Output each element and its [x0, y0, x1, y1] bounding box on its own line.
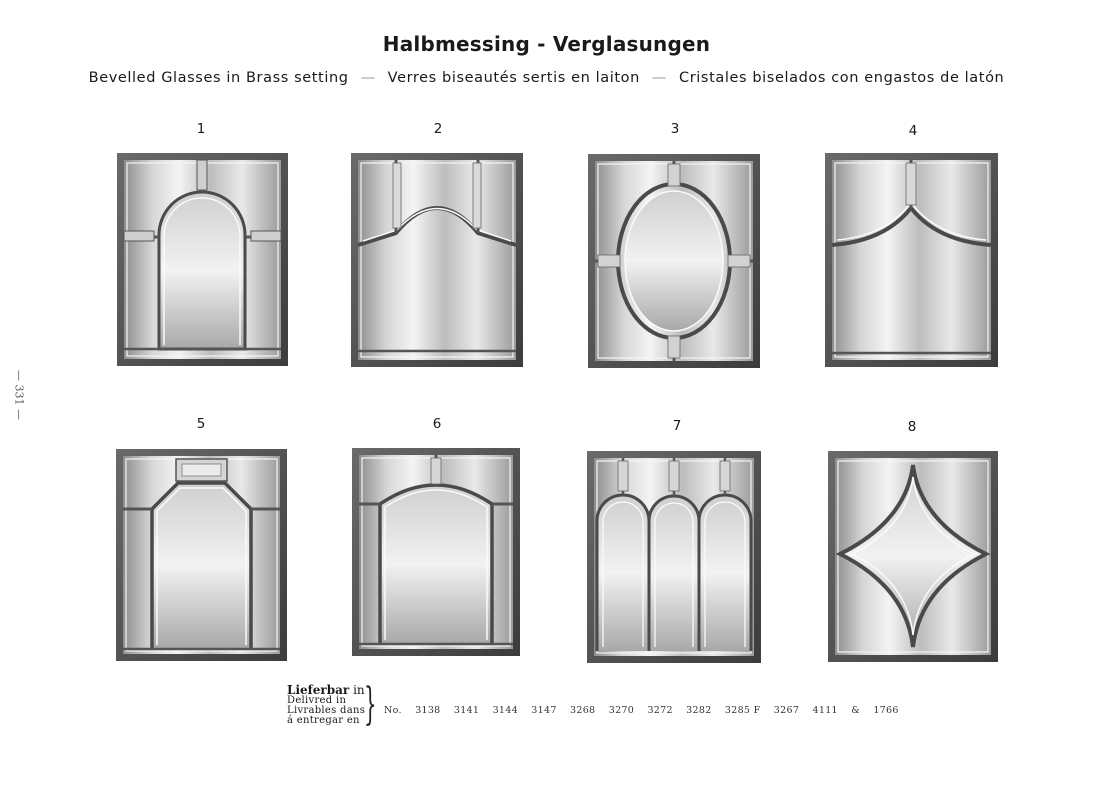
catalog-number: 3272: [647, 705, 673, 716]
glass-panel-7: [587, 451, 761, 663]
catalog-number: 3285 F: [724, 705, 761, 716]
glass-panel-1: [117, 153, 288, 366]
brace-icon: }: [364, 679, 377, 730]
panel-number-8: 8: [907, 419, 917, 435]
subtitle-separator: —: [651, 70, 668, 86]
entregar-label: á entregar en: [287, 715, 360, 726]
catalog-number: 3147: [531, 705, 557, 716]
panel-number-6: 6: [432, 416, 442, 432]
panel-number-1: 1: [196, 121, 206, 137]
subtitle-french: Verres biseautés sertis en laiton: [387, 70, 640, 86]
subtitle-spanish: Cristales biselados con engastos de latón: [679, 70, 1005, 86]
catalog-number: 3268: [570, 705, 596, 716]
glass-panel-5: [116, 449, 287, 661]
glass-panel-3: [588, 154, 760, 368]
subtitle-separator: —: [360, 70, 376, 86]
page-number: — 331 —: [12, 370, 26, 420]
no-label: No.: [384, 705, 402, 716]
catalog-numbers: [384, 705, 909, 716]
catalog-number: 3267: [773, 705, 800, 716]
page-subtitle: [0, 70, 1093, 86]
catalog-number: &: [851, 705, 860, 716]
catalog-number: 3282: [686, 705, 712, 716]
lieferbar-label: Lieferbar: [287, 683, 350, 697]
subtitle-english: Bevelled Glasses in Brass setting: [88, 70, 349, 86]
page-title: Halbmessing - Verglasungen: [382, 32, 711, 56]
panel-number-7: 7: [672, 418, 682, 434]
panel-number-4: 4: [908, 123, 918, 139]
in-label: in: [353, 683, 365, 697]
catalog-number: 4111: [812, 705, 838, 716]
glass-panel-2: [351, 153, 523, 367]
panel-number-3: 3: [670, 121, 680, 137]
glass-panel-6: [352, 448, 520, 656]
panel-number-2: 2: [433, 121, 443, 137]
livrables-label: Livrables dans: [287, 705, 366, 716]
glass-panel-4: [825, 153, 998, 367]
catalog-number: 3270: [608, 705, 635, 716]
panel-number-5: 5: [196, 416, 206, 432]
glass-panel-8: [828, 451, 998, 662]
availability-labels: [287, 684, 365, 726]
catalog-number: 3138: [415, 705, 441, 716]
catalog-number: 3144: [492, 705, 518, 716]
delivered-label: Delivred in: [287, 695, 347, 706]
catalog-number: 1766: [873, 705, 899, 716]
catalog-number: 3141: [453, 705, 480, 716]
